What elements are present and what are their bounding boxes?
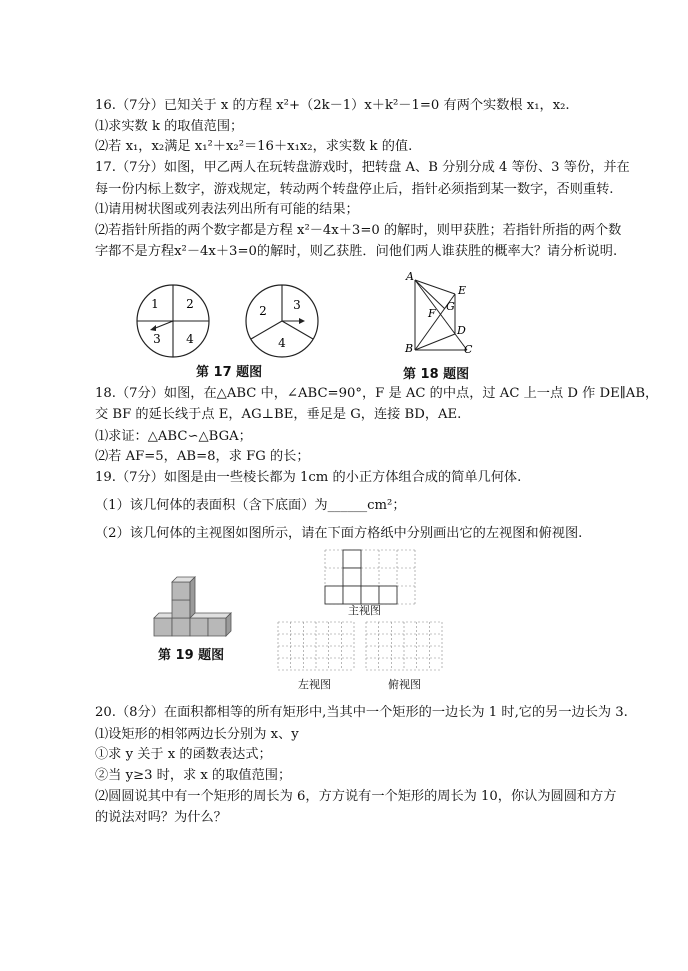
spinner-b-figure <box>242 281 322 361</box>
point-A: A <box>406 270 414 283</box>
spinner-a-num-3: 3 <box>153 332 161 346</box>
q20-line-2: ⑴设矩形的相邻两边长分别为 x、y <box>95 727 299 742</box>
q18-line-1: 18.（7分）如图，在△ABC 中，∠ABC=90°，F 是 AC 的中点，过 AC 上一点 D 作 DE∥AB， <box>95 386 659 401</box>
left-view-label: 左视图 <box>298 678 331 691</box>
q19-line-2: （1）该几何体的表面积（含下底面）为______cm²； <box>95 498 406 513</box>
q20-line-3: ①求 y 关于 x 的函数表达式； <box>95 747 272 762</box>
q17-line-2: 每一份内标上数字，游戏规定，转动两个转盘停止后，指针必须指到某一数字，否则重转. <box>95 182 614 197</box>
point-G: G <box>446 300 455 313</box>
figure-18-caption: 第 18 题图 <box>403 367 470 382</box>
spinner-b-num-2: 2 <box>259 304 267 318</box>
q18-line-4: ⑵若 AF=5，AB=8，求 FG 的长； <box>95 449 310 464</box>
spinner-a-figure <box>133 281 213 361</box>
spinner-b-num-3: 3 <box>293 298 301 312</box>
q20-line-1: 20.（8分）在面积都相等的所有矩形中,当其中一个矩形的一边长为 1 时,它的另一边长为 3. <box>95 705 628 720</box>
top-view-label: 俯视图 <box>388 678 421 691</box>
left-view-grid <box>278 622 354 670</box>
spinner-a-num-1: 1 <box>151 297 159 311</box>
point-C: C <box>464 343 473 356</box>
q17-line-5: 字都不是方程x²－4x＋3=0的解时，则乙获胜．问他们两人谁获胜的概率大？请分析说明. <box>95 244 618 259</box>
q20-line-4: ②当 y≥3 时，求 x 的取值范围； <box>95 768 292 783</box>
spinner-a-num-2: 2 <box>186 297 194 311</box>
q20-line-6: 的说法对吗？为什么？ <box>95 810 227 825</box>
q16-line-3: ⑵若 x₁，x₂满足 x₁²＋x₂²＝16＋x₁x₂，求实数 k 的值. <box>95 139 413 154</box>
q18-line-3: ⑴求证：△ABC∽△BGA； <box>95 429 252 444</box>
point-E: E <box>458 284 467 297</box>
q17-line-3: ⑴请用树状图或列表法列出所有可能的结果； <box>95 202 359 217</box>
q19-line-1: 19.（7分）如图是由一些棱长都为 1cm 的小正方体组合成的简单几何体. <box>95 470 522 485</box>
spinner-b-num-4: 4 <box>278 336 286 350</box>
point-F: F <box>428 307 436 320</box>
q20-line-5: ⑵圆圆说其中有一个矩形的周长为 6，方方说有一个矩形的周长为 10，你认为圆圆和方方 <box>95 789 617 804</box>
q18-line-2: 交 BF 的延长线于点 E，AG⊥BE，垂足是 G，连接 BD，AE. <box>95 407 462 422</box>
figure-19-caption: 第 19 题图 <box>158 648 225 663</box>
q17-line-1: 17.（7分）如图，甲乙两人在玩转盘游戏时，把转盘 A、B 分别分成 4 等份、3 等份，并在 <box>95 160 630 175</box>
q19-line-3: （2）该几何体的主视图如图所示，请在下面方格纸中分别画出它的左视图和俯视图. <box>95 526 583 541</box>
q17-line-4: ⑵若指针所指的两个数字都是方程 x²－4x＋3=0 的解时，则甲获胜；若指针所指的两个数 <box>95 223 622 238</box>
figure-18-geometry <box>400 268 490 358</box>
point-D: D <box>457 324 466 337</box>
figure-19-solid <box>150 572 240 642</box>
figure-17-caption: 第 17 题图 <box>196 365 263 380</box>
spinner-a-num-4: 4 <box>186 332 194 346</box>
q16-line-1: 16.（7分）已知关于 x 的方程 x²+（2k－1）x＋k²－1=0 有两个实数根 x₁，x₂. <box>95 98 570 113</box>
point-B: B <box>405 342 414 355</box>
main-view-label: 主视图 <box>348 604 381 617</box>
q16-line-2: ⑴求实数 k 的取值范围； <box>95 119 244 134</box>
main-view-grid <box>325 550 415 604</box>
top-view-grid <box>366 622 442 670</box>
